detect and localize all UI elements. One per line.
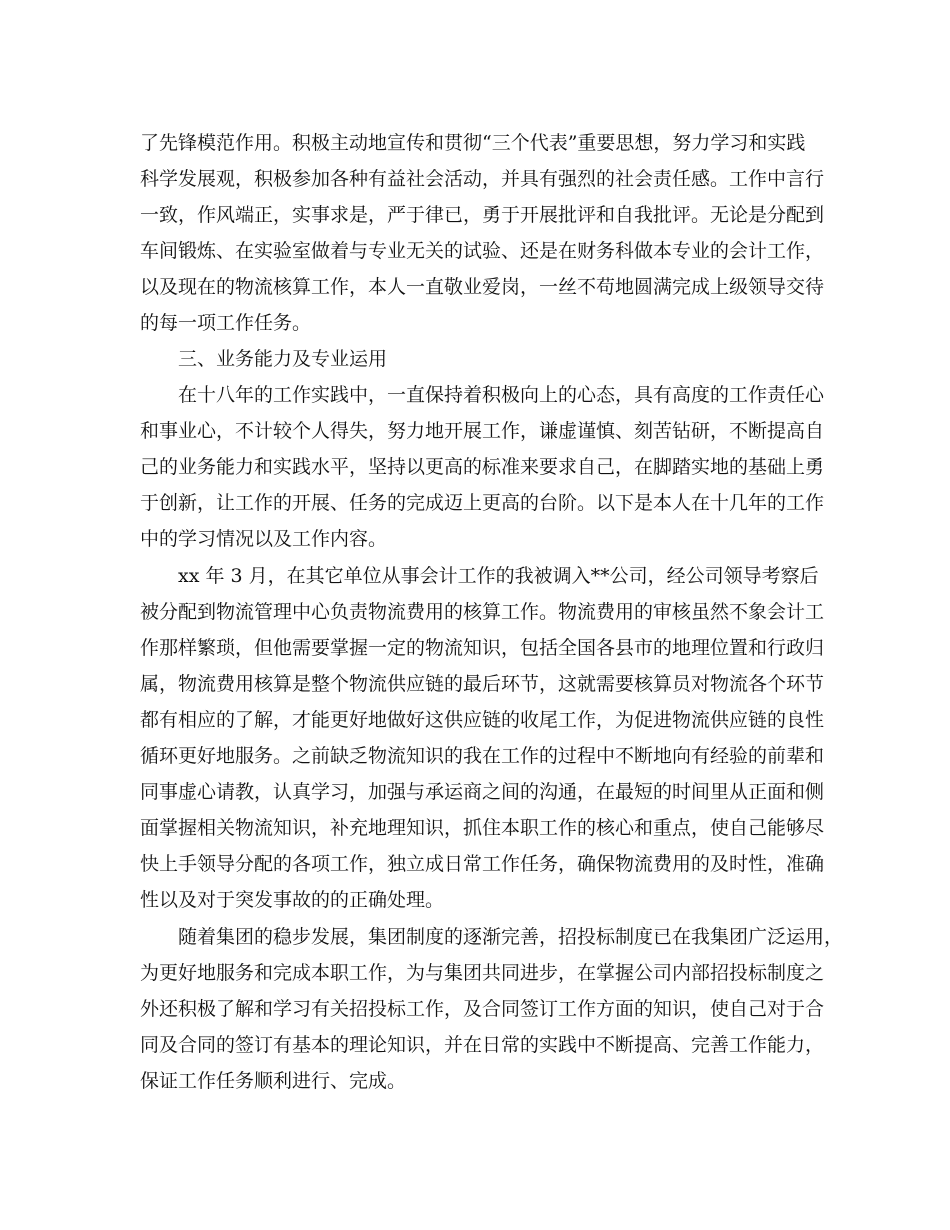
text-line: 于创新，让工作的开展、任务的完成迈上更高的台阶。以下是本人在十几年的工作	[140, 492, 825, 514]
text-line: 车间锻炼、在实验室做着与专业无关的试验、还是在财务科做本专业的会计工作，	[140, 240, 825, 262]
text-line: 外还积极了解和学习有关招投标工作，及合同签订工作方面的知识，使自己对于合	[140, 998, 825, 1020]
text-line: 作那样繁琐，但他需要掌握一定的物流知识，包括全国各县市的地理位置和行政归	[140, 637, 825, 659]
text-line: 快上手领导分配的各项工作，独立成日常工作任务，确保物流费用的及时性，准确	[140, 853, 825, 875]
text-line: 同事虚心请教，认真学习，加强与承运商之间的沟通，在最短的时间里从正面和侧	[140, 781, 825, 803]
text-line: xx 年 3 月，在其它单位从事会计工作的我被调入**公司，经公司领导考察后	[178, 565, 819, 587]
text-line: 科学发展观，积极参加各种有益社会活动，并具有强烈的社会责任感。工作中言行	[140, 168, 825, 190]
text-line: 同及合同的签订有基本的理论知识，并在日常的实践中不断提高、完善工作能力，	[140, 1034, 825, 1056]
section-heading: 三、业务能力及专业运用	[178, 348, 388, 370]
text-line: 己的业务能力和实践水平，坚持以更高的标准来要求自己，在脚踏实地的基础上勇	[140, 456, 825, 478]
text-line: 循环更好地服务。之前缺乏物流知识的我在工作的过程中不断地向有经验的前辈和	[140, 745, 825, 767]
text-line: 面掌握相关物流知识，补充地理知识，抓住本职工作的核心和重点，使自己能够尽	[140, 817, 825, 839]
text-line: 在十八年的工作实践中，一直保持着积极向上的心态，具有高度的工作责任心	[178, 384, 825, 406]
text-line: 中的学习情况以及工作内容。	[140, 528, 388, 550]
text-line: 了先锋模范作用。积极主动地宣传和贯彻“三个代表”重要思想，努力学习和实践	[140, 132, 806, 154]
text-line: 以及现在的物流核算工作，本人一直敬业爱岗，一丝不苟地圆满完成上级领导交待	[140, 276, 825, 298]
text-line: 的每一项工作任务。	[140, 312, 312, 334]
text-line: 被分配到物流管理中心负责物流费用的核算工作。物流费用的审核虽然不象会计工	[140, 601, 825, 623]
text-line: 属，物流费用核算是整个物流供应链的最后环节，这就需要核算员对物流各个环节	[140, 673, 825, 695]
text-line: 为更好地服务和完成本职工作，为与集团共同进步，在掌握公司内部招投标制度之	[140, 962, 825, 984]
text-line: 随着集团的稳步发展，集团制度的逐渐完善，招投标制度已在我集团广泛运用，	[178, 926, 844, 948]
text-line: 一致，作风端正，实事求是，严于律已，勇于开展批评和自我批评。无论是分配到	[140, 204, 825, 226]
text-line: 性以及对于突发事故的的正确处理。	[140, 889, 445, 911]
text-line: 都有相应的了解，才能更好地做好这供应链的收尾工作，为促进物流供应链的良性	[140, 709, 825, 731]
text-line: 保证工作任务顺利进行、完成。	[140, 1070, 407, 1092]
text-line: 和事业心，不计较个人得失，努力地开展工作，谦虚谨慎、刻苦钻研，不断提高自	[140, 420, 825, 442]
